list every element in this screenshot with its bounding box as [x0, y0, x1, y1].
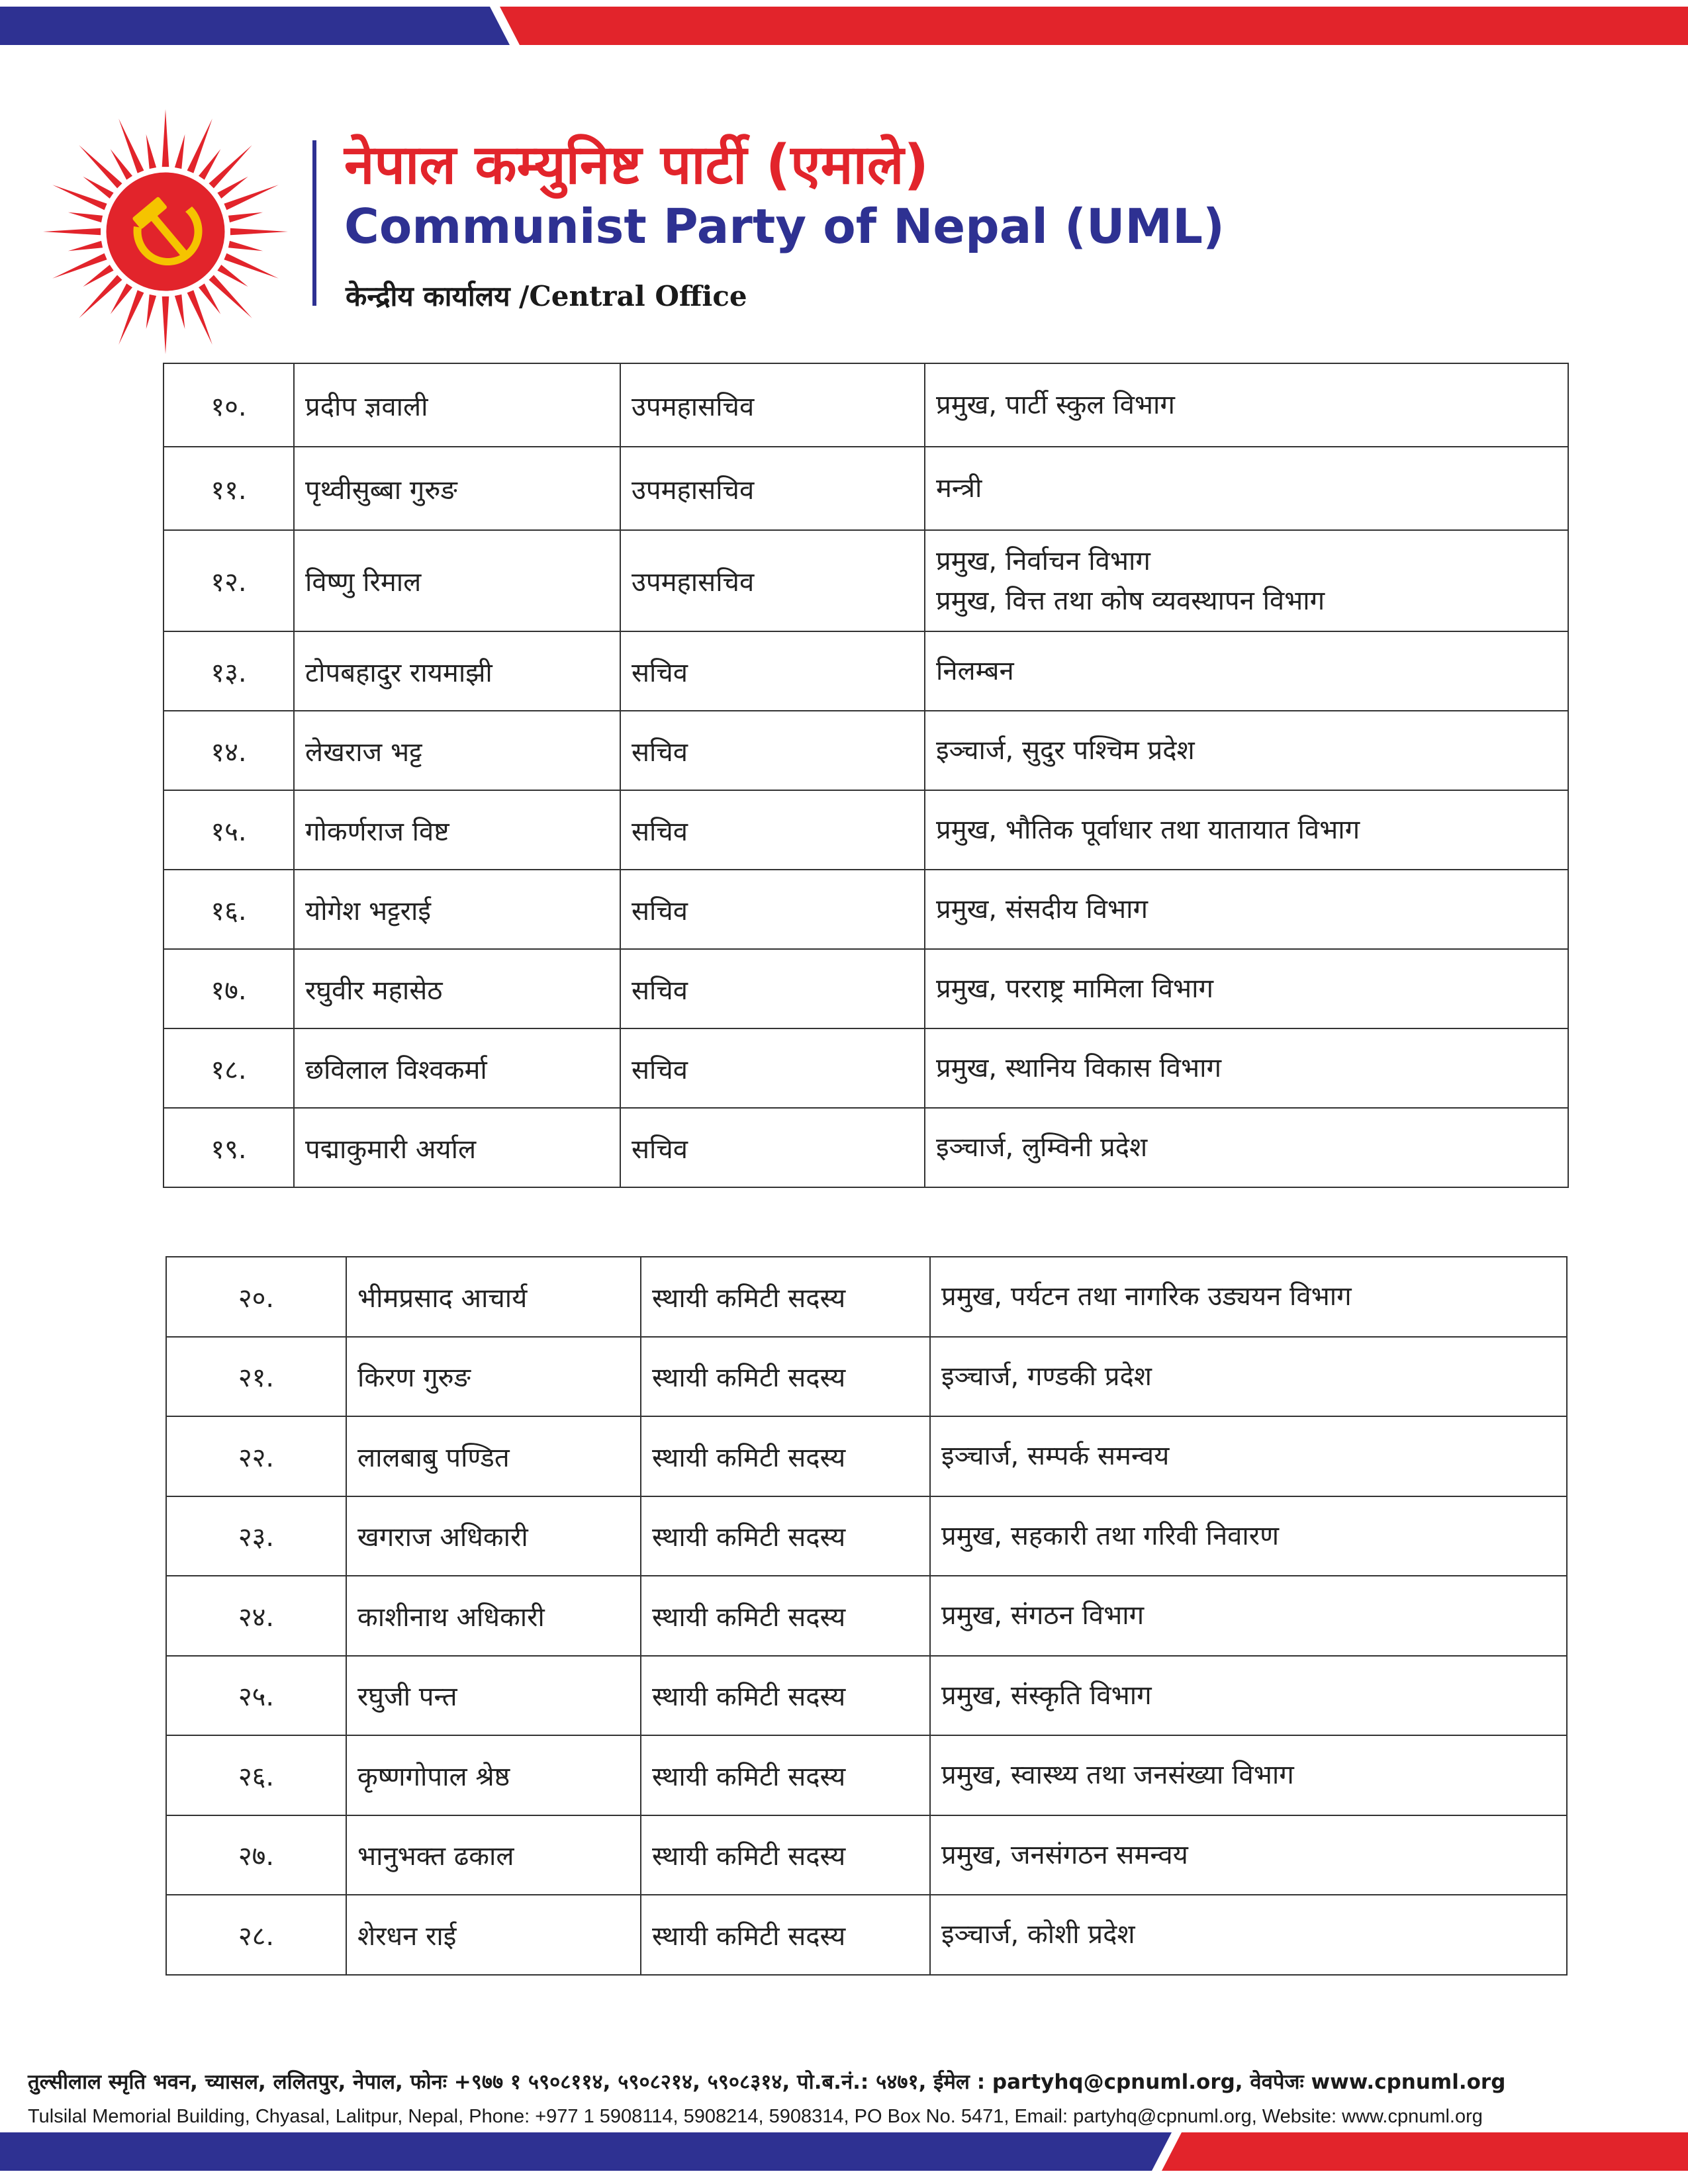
member-post: स्थायी कमिटी सदस्य [641, 1815, 930, 1895]
member-responsibility [930, 1416, 1567, 1496]
member-responsibility [930, 1496, 1567, 1576]
footer-address-english: Tulsilal Memorial Building, Chyasal, Lalitpur, Nepal, Phone: +977 1 5908114, 5908214, 5908314, PO Box No. 5471, Email: partyhq@cpnuml.org, Website: www.cpnuml.org [28, 2106, 1483, 2127]
member-name: खगराज अधिकारी [346, 1496, 641, 1576]
responsibility-line: प्रमुख, पर्यटन तथा नागरिक उड्ययन विभाग [941, 1281, 1352, 1312]
member-post: सचिव [620, 949, 925, 1028]
responsibility-line: प्रमुख, भौतिक पूर्वाधार तथा यातायात विभाग [936, 815, 1360, 845]
responsibility-line: प्रमुख, वित्त तथा कोष व्यवस्थापन विभाग [936, 585, 1325, 616]
member-post: स्थायी कमिटी सदस्य [641, 1895, 930, 1975]
responsibility-line: प्रमुख, सहकारी तथा गरिवी निवारण [941, 1520, 1280, 1551]
member-name: छविलाल विश्वकर्मा [294, 1028, 620, 1108]
row-number: २२. [166, 1416, 346, 1496]
member-post: सचिव [620, 790, 925, 870]
responsibility-line: प्रमुख, निर्वाचन विभाग [936, 545, 1150, 576]
member-post: स्थायी कमिटी सदस्य [641, 1496, 930, 1576]
member-responsibility [930, 1576, 1567, 1656]
member-name: भीमप्रसाद आचार्य [346, 1257, 641, 1337]
responsibility-line: इञ्चार्ज, लुम्विनी प्रदेश [936, 1132, 1148, 1163]
member-name: टोपबहादुर रायमाझी [294, 631, 620, 711]
member-responsibility [925, 790, 1568, 870]
row-number: १५. [164, 790, 294, 870]
row-number: १६. [164, 870, 294, 949]
member-post: उपमहासचिव [620, 363, 925, 447]
responsibility-line: इञ्चार्ज, सम्पर्क समन्वय [941, 1441, 1170, 1472]
member-responsibility [925, 711, 1568, 790]
member-name: भानुभक्त ढकाल [346, 1815, 641, 1895]
row-number: २३. [166, 1496, 346, 1576]
office-label-english: Central Office [529, 280, 747, 312]
row-number: २४. [166, 1576, 346, 1656]
row-number: १३. [164, 631, 294, 711]
member-name: लेखराज भट्ट [294, 711, 620, 790]
footer-address-nepali: तुल्सीलाल स्मृति भवन, च्यासल, ललितपुर, नेपाल, फोनः +९७७ १ ५९०८११४, ५९०८२१४, ५९०८३१४, पो.ब.नं.: ५४७१, ईमेल : partyhq@cpnuml.org, वेवपेजः www.cpnuml.org [28, 2070, 1506, 2094]
party-name-english: Communist Party of Nepal (UML) [344, 199, 1225, 254]
member-post: स्थायी कमिटी सदस्य [641, 1416, 930, 1496]
responsibility-line: प्रमुख, स्थानिय विकास विभाग [936, 1053, 1222, 1083]
top-color-band [0, 7, 1688, 45]
row-number: १२. [164, 530, 294, 631]
table-row [166, 1337, 1567, 1417]
row-number: २७. [166, 1815, 346, 1895]
table-row [164, 1108, 1568, 1187]
party-name-nepali: नेपाल कम्युनिष्ट पार्टी (एमाले) [344, 134, 929, 197]
responsibility-line: निलम्बन [936, 656, 1014, 686]
responsibility-line: इञ्चार्ज, सुदुर पश्चिम प्रदेश [936, 735, 1195, 766]
row-number: २१. [166, 1337, 346, 1417]
member-post: स्थायी कमिटी सदस्य [641, 1337, 930, 1417]
member-post: सचिव [620, 711, 925, 790]
party-emblem-icon [40, 106, 291, 357]
member-post: स्थायी कमिटी सदस्य [641, 1576, 930, 1656]
member-name: लालबाबु पण्डित [346, 1416, 641, 1496]
row-number: १९. [164, 1108, 294, 1187]
table-row [164, 631, 1568, 711]
table-row [166, 1656, 1567, 1736]
member-post: सचिव [620, 631, 925, 711]
office-separator: / [518, 280, 530, 312]
responsibility-line: प्रमुख, संसदीय विभाग [936, 894, 1149, 925]
table-row [166, 1895, 1567, 1975]
member-name: पृथ्वीसुब्बा गुरुङ [294, 447, 620, 530]
responsibility-line: प्रमुख, पार्टी स्कुल विभाग [936, 390, 1175, 420]
member-name: विष्णु रिमाल [294, 530, 620, 631]
table-row [164, 790, 1568, 870]
member-post: सचिव [620, 1028, 925, 1108]
member-table-1 [163, 363, 1569, 1188]
table-row [164, 1028, 1568, 1108]
member-responsibility [925, 530, 1568, 631]
member-post: स्थायी कमिटी सदस्य [641, 1656, 930, 1736]
row-number: ११. [164, 447, 294, 530]
row-number: १७. [164, 949, 294, 1028]
table-row [164, 447, 1568, 530]
table-row [164, 530, 1568, 631]
responsibility-line: मन्त्री [936, 473, 982, 504]
member-name: योगेश भट्टराई [294, 870, 620, 949]
responsibility-line: प्रमुख, जनसंगठन समन्वय [941, 1839, 1188, 1870]
responsibility-line: प्रमुख, संगठन विभाग [941, 1600, 1145, 1631]
member-table-2 [165, 1256, 1568, 1976]
row-number: २६. [166, 1735, 346, 1815]
member-post: उपमहासचिव [620, 530, 925, 631]
table-row [166, 1496, 1567, 1576]
member-responsibility [930, 1656, 1567, 1736]
member-responsibility [925, 447, 1568, 530]
member-name: काशीनाथ अधिकारी [346, 1576, 641, 1656]
member-responsibility [925, 949, 1568, 1028]
bottom-color-band [0, 2132, 1688, 2171]
row-number: २५. [166, 1656, 346, 1736]
member-post: सचिव [620, 1108, 925, 1187]
member-name: रघुवीर महासेठ [294, 949, 620, 1028]
office-label [346, 277, 747, 314]
row-number: १४. [164, 711, 294, 790]
member-name: गोकर्णराज विष्ट [294, 790, 620, 870]
table-row [166, 1735, 1567, 1815]
table-row [164, 870, 1568, 949]
table-row [164, 711, 1568, 790]
table-row [164, 363, 1568, 447]
member-post: उपमहासचिव [620, 447, 925, 530]
row-number: २८. [166, 1895, 346, 1975]
member-post: स्थायी कमिटी सदस्य [641, 1735, 930, 1815]
member-name: किरण गुरुङ [346, 1337, 641, 1417]
member-name: पद्माकुमारी अर्याल [294, 1108, 620, 1187]
table-row [166, 1416, 1567, 1496]
row-number: १०. [164, 363, 294, 447]
member-responsibility [930, 1815, 1567, 1895]
member-name: कृष्णगोपाल श्रेष्ठ [346, 1735, 641, 1815]
table-row [166, 1815, 1567, 1895]
header-divider [312, 140, 316, 306]
member-responsibility [925, 1108, 1568, 1187]
responsibility-line: प्रमुख, परराष्ट्र मामिला विभाग [936, 974, 1214, 1004]
member-responsibility [930, 1257, 1567, 1337]
member-responsibility [925, 631, 1568, 711]
row-number: १८. [164, 1028, 294, 1108]
member-responsibility [925, 870, 1568, 949]
row-number: २०. [166, 1257, 346, 1337]
member-name: रघुजी पन्त [346, 1656, 641, 1736]
table-row [164, 949, 1568, 1028]
member-name: प्रदीप ज्ञवाली [294, 363, 620, 447]
member-responsibility [930, 1337, 1567, 1417]
member-post: सचिव [620, 870, 925, 949]
member-responsibility [930, 1735, 1567, 1815]
responsibility-line: प्रमुख, स्वास्थ्य तथा जनसंख्या विभाग [941, 1760, 1294, 1791]
responsibility-line: इञ्चार्ज, गण्डकी प्रदेश [941, 1361, 1152, 1392]
responsibility-line: प्रमुख, संस्कृति विभाग [941, 1680, 1152, 1711]
member-responsibility [925, 1028, 1568, 1108]
table-row [166, 1576, 1567, 1656]
member-post: स्थायी कमिटी सदस्य [641, 1257, 930, 1337]
member-responsibility [930, 1895, 1567, 1975]
responsibility-line: इञ्चार्ज, कोशी प्रदेश [941, 1919, 1135, 1950]
member-responsibility [925, 363, 1568, 447]
table-row [166, 1257, 1567, 1337]
office-label-nepali: केन्द्रीय कार्यालय [346, 280, 510, 312]
member-name: शेरधन राई [346, 1895, 641, 1975]
